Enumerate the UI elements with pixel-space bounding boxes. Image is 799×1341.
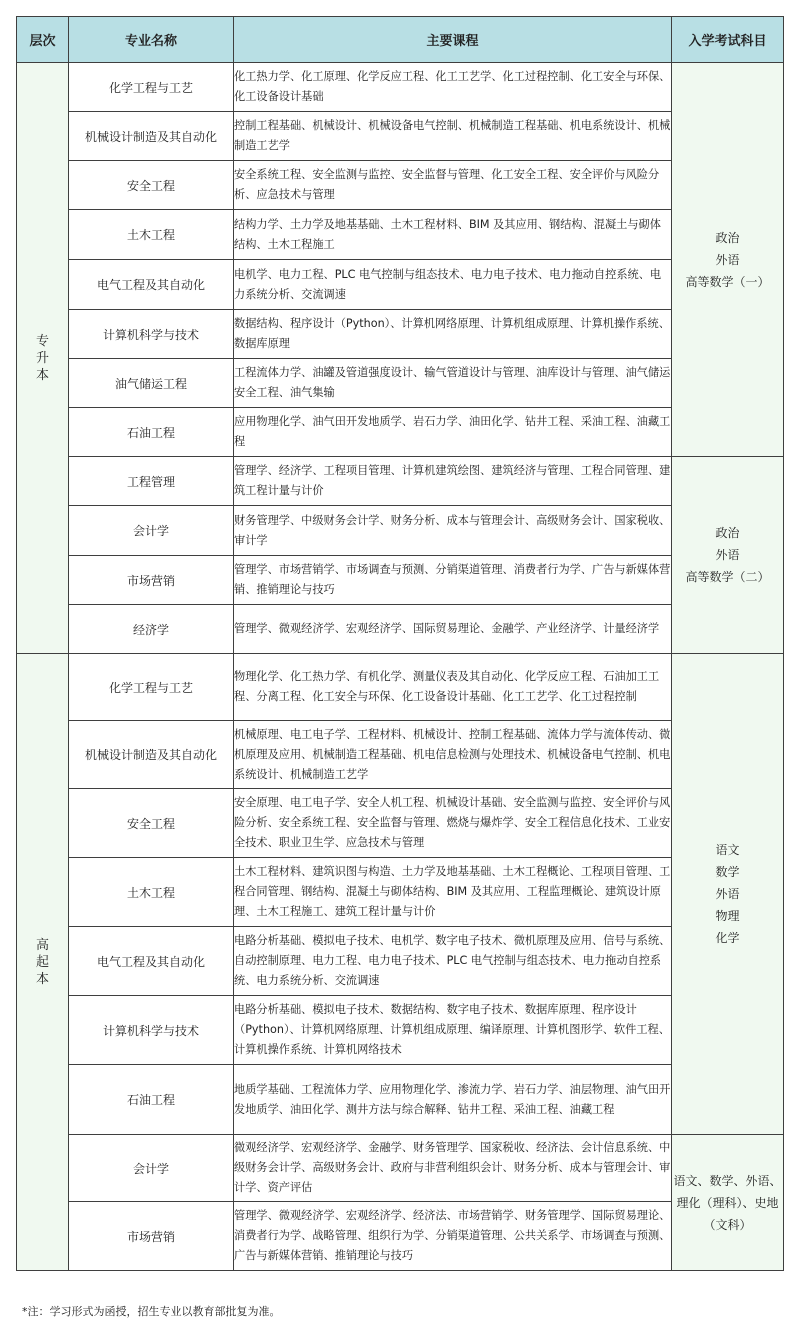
major-name: 化学工程与工艺 [69, 63, 234, 112]
main-courses: 应用物理化学、油气田开发地质学、岩石力学、油田化学、钻井工程、采油工程、油藏工程 [234, 408, 672, 457]
table-row [17, 996, 784, 1065]
main-courses: 财务管理学、中级财务会计学、财务分析、成本与管理会计、高级财务会计、国家税收、审计学 [234, 506, 672, 556]
main-courses: 机械原理、电工电子学、工程材料、机械设计、控制工程基础、流体力学与流体传动、微机原理及应用、机械制造工程基础、机电信息检测与处理技术、机械设备电气控制、机电系统设计、机械制造工艺学 [234, 721, 672, 789]
level-cell [17, 654, 69, 1271]
major-name: 会计学 [69, 1135, 234, 1202]
main-courses: 电路分析基础、模拟电子技术、数据结构、数字电子技术、数据库原理、程序设计（Python）、计算机网络原理、计算机组成原理、编译原理、计算机图形学、软件工程、计算机操作系统、计算机网络技术 [234, 996, 672, 1065]
table-row [17, 359, 784, 408]
table-row [17, 927, 784, 996]
level-label: 高起本 [35, 937, 49, 987]
table-row [17, 605, 784, 654]
exam-subjects [672, 63, 784, 457]
footnote: *注：学习形式为函授，招生专业以教育部批复为准。 [22, 1305, 281, 1318]
main-courses: 安全原理、电工电子学、安全人机工程、机械设计基础、安全监测与监控、安全评价与风险分析、安全系统工程、安全监督与管理、燃烧与爆炸学、安全工程信息化技术、工业安全技术、职业卫生学、应急技术与管理 [234, 789, 672, 858]
table-row [17, 63, 784, 112]
major-name: 工程管理 [69, 457, 234, 506]
major-name: 土木工程 [69, 858, 234, 927]
main-courses: 电机学、电力工程、PLC 电气控制与组态技术、电力电子技术、电力拖动自控系统、电力系统分析、交流调速 [234, 260, 672, 310]
table-row [17, 721, 784, 789]
level-cell [17, 63, 69, 654]
exam-subject-line: 数学 [715, 865, 740, 879]
major-name: 市场营销 [69, 1202, 234, 1271]
header-major: 专业名称 [69, 17, 234, 63]
table-body [17, 63, 784, 1271]
major-name: 计算机科学与技术 [69, 310, 234, 359]
main-courses: 安全系统工程、安全监测与监控、安全监督与管理、化工安全工程、安全评价与风险分析、应急技术与管理 [234, 161, 672, 210]
table-row [17, 556, 784, 605]
exam-subject-line: 外语 [715, 252, 740, 267]
exam-subject-line: 语文 [715, 843, 740, 857]
major-name: 化学工程与工艺 [69, 654, 234, 721]
major-name: 石油工程 [69, 1065, 234, 1135]
table-row [17, 260, 784, 310]
table-row [17, 506, 784, 556]
majors-table [16, 16, 784, 1271]
table-row [17, 789, 784, 858]
table-row [17, 210, 784, 260]
table-row [17, 408, 784, 457]
main-courses: 地质学基础、工程流体力学、应用物理化学、渗流力学、岩石力学、油层物理、油气田开发地质学、油田化学、测井方法与综合解释、钻井工程、采油工程、油藏工程 [234, 1065, 672, 1135]
major-name: 土木工程 [69, 210, 234, 260]
exam-subjects [672, 1135, 784, 1271]
exam-subjects [672, 654, 784, 1135]
main-courses: 电路分析基础、模拟电子技术、电机学、数字电子技术、微机原理及应用、信号与系统、自动控制原理、电力工程、电力电子技术、PLC 电气控制与组态技术、电力拖动自控系统、电力系统分析、交流调速 [234, 927, 672, 996]
major-name: 会计学 [69, 506, 234, 556]
main-courses: 土木工程材料、建筑识图与构造、土力学及地基基础、土木工程概论、工程项目管理、工程合同管理、钢结构、混凝土与砌体结构、BIM 及其应用、工程监理概论、建筑设计原理、土木工程施工、建筑工程计量与计价 [234, 858, 672, 927]
main-courses: 结构力学、土力学及地基基础、土木工程材料、BIM 及其应用、钢结构、混凝土与砌体结构、土木工程施工 [234, 210, 672, 260]
table-row [17, 1065, 784, 1135]
major-name: 市场营销 [69, 556, 234, 605]
exam-subject-line: 化学 [715, 931, 740, 945]
exam-subject-line: 语文、数学、外语、理化（理科）、史地（文科） [673, 1173, 782, 1232]
exam-subject-line: 外语 [715, 548, 740, 562]
exam-subject-line: 物理 [715, 909, 740, 923]
header-exam: 入学考试科目 [672, 17, 784, 63]
header-level: 层次 [17, 17, 69, 63]
table-row [17, 1135, 784, 1202]
major-name: 石油工程 [69, 408, 234, 457]
level-label: 专升本 [35, 333, 49, 383]
main-courses: 管理学、市场营销学、市场调查与预测、分销渠道管理、消费者行为学、广告与新媒体营销、推销理论与技巧 [234, 556, 672, 605]
exam-subject-line: 政治 [715, 526, 740, 540]
main-courses: 管理学、微观经济学、宏观经济学、经济法、市场营销学、财务管理学、国际贸易理论、消费者行为学、战略管理、组织行为学、分销渠道管理、公共关系学、市场调查与预测、广告与新媒体营销、推销理论与技巧 [234, 1202, 672, 1271]
exam-subjects [672, 457, 784, 654]
main-courses: 物理化学、化工热力学、有机化学、测量仪表及其自动化、化学反应工程、石油加工工程、分离工程、化工安全与环保、化工设备设计基础、化工工艺学、化工过程控制 [234, 654, 672, 721]
exam-subject-line: 外语 [715, 887, 740, 901]
table-row [17, 112, 784, 161]
table-row [17, 858, 784, 927]
main-courses: 化工热力学、化工原理、化学反应工程、化工工艺学、化工过程控制、化工安全与环保、化工设备设计基础 [234, 63, 672, 112]
main-courses: 工程流体力学、油罐及管道强度设计、输气管道设计与管理、油库设计与管理、油气储运安全工程、油气集输 [234, 359, 672, 408]
table-row [17, 654, 784, 721]
major-name: 机械设计制造及其自动化 [69, 112, 234, 161]
table-row [17, 1202, 784, 1271]
major-name: 油气储运工程 [69, 359, 234, 408]
main-courses: 控制工程基础、机械设计、机械设备电气控制、机械制造工程基础、机电系统设计、机械制造工艺学 [234, 112, 672, 161]
main-courses: 管理学、微观经济学、宏观经济学、国际贸易理论、金融学、产业经济学、计量经济学 [234, 605, 672, 654]
major-name: 机械设计制造及其自动化 [69, 721, 234, 789]
table-row [17, 161, 784, 210]
main-courses: 微观经济学、宏观经济学、金融学、财务管理学、国家税收、经济法、会计信息系统、中级财务会计学、高级财务会计、政府与非营利组织会计、财务分析、成本与管理会计、审计学、资产评估 [234, 1135, 672, 1202]
main-courses: 管理学、经济学、工程项目管理、计算机建筑绘图、建筑经济与管理、工程合同管理、建筑工程计量与计价 [234, 457, 672, 506]
exam-subject-line: 政治 [715, 230, 740, 245]
major-name: 电气工程及其自动化 [69, 260, 234, 310]
exam-subject-line: 高等数学（二） [685, 570, 770, 584]
header-courses: 主要课程 [234, 17, 672, 63]
major-name: 计算机科学与技术 [69, 996, 234, 1065]
major-name: 电气工程及其自动化 [69, 927, 234, 996]
table-row [17, 310, 784, 359]
major-name: 安全工程 [69, 161, 234, 210]
exam-subject-line: 高等数学（一） [685, 274, 770, 289]
major-name: 安全工程 [69, 789, 234, 858]
table-header-row [17, 17, 784, 63]
table-row [17, 457, 784, 506]
major-name: 经济学 [69, 605, 234, 654]
main-courses: 数据结构、程序设计（Python）、计算机网络原理、计算机组成原理、计算机操作系统、数据库原理 [234, 310, 672, 359]
